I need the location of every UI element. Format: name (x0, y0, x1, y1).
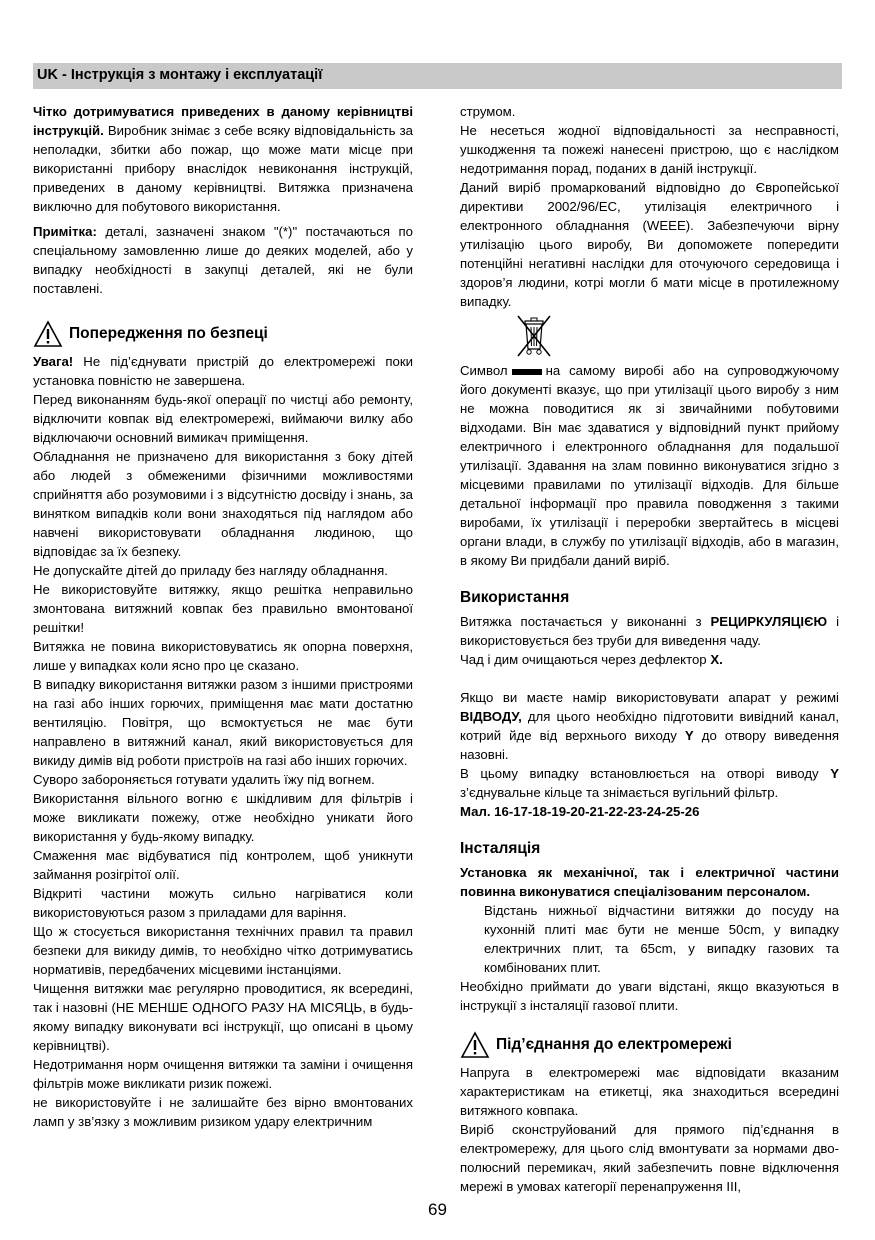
section-header-bar (33, 63, 842, 89)
electric-paragraph: Виріб сконструйований для прямого під’єднання в електромережу, для цього слід вмонтувати за нормами дво-полюсний перемикач, який забезпечить повне відключення мережі в умовах категорії перенапруження III, (460, 1122, 839, 1194)
left-column (33, 102, 413, 1131)
install-heading-text: Інсталяція (460, 840, 541, 857)
figure-numbers: Мал. 16-17-18-19-20-21-22-23-24-25-26 (460, 804, 700, 819)
electric-heading (460, 1031, 839, 1059)
usage-text: Чад і дим очищаються через дефлектор (460, 652, 711, 667)
body-paragraph: Не допускайте дітей до приладу без нагляду обладнання. (33, 563, 388, 578)
install-gas-paragraph: Необхідно приймати до уваги відстані, якщо вказуються в інструкції з інсталяції газової плити. (460, 979, 839, 1013)
body-paragraph: В випадку використання витяжки разом з іншими пристроями на газі або інших горючих, приміщення має мати достатню вентиляцію. Повітря, що всмоктується не має бути направлено в витяжний канал, який використовується для викиду димів від роботи пристроїв на газі або інших горючих. (33, 677, 413, 768)
deflector-label: X. (710, 652, 723, 667)
warning-paragraph (33, 352, 413, 390)
outlet-y-label: Y (684, 728, 694, 743)
crossed-bin-icon (514, 313, 554, 359)
install-distance-paragraph: Відстань нижньої відчастини витяжки до посуду на кухонній плиті має бути не менше 50cm, у випадку електричних плит, та 65cm, у випадку газових та комбінованих плит. (484, 903, 839, 975)
note-text: деталі, зазначені знаком "(*)" постачаються по спеціальному замовленню лише до деяких моделей, або у випадку необхідності в закупці деталей, які не були поставлені. (33, 224, 413, 296)
recirculation-label: РЕЦИРКУЛЯЦІЄЮ (710, 614, 828, 629)
usage-text: Якщо ви маєте намір використовувати апарат у режимі (460, 690, 839, 705)
symbol-prefix: Символ (460, 363, 508, 378)
figure-reference (460, 802, 839, 821)
safety-heading (33, 320, 413, 348)
intro-paragraph (33, 102, 413, 216)
usage-paragraph (460, 688, 839, 764)
usage-text: з’єднувальне кільце та знімається вугільний фільтр. (460, 785, 779, 800)
usage-text: для цього необхідно підготовити вивідний канал, котрий йде від верхнього виходу (460, 709, 839, 743)
symbol-text: на самому виробі або на супроводжуючому його документі вказує, що при утилізації цього виробу з ним не можна поводитися як зі звичайними побутовими відходами. Він має здаватися у відповідний пункт прийому електричного і електронного обладнання для подальшої утилізації. Здавання на злам повинно виконуватися згідно з місцевими правилами по утилізації відходів. Для більше детальної інформації про правила поводження з такими виробами, їх утилізації і переробки звертайтесь в місцеві органи влади, в службу по утилізації відходів, або в магазин, в якому Ви придбали даний виріб. (460, 363, 839, 568)
spacer (460, 669, 839, 688)
usage-paragraph (460, 612, 839, 650)
exhaust-label: ВІДВОДУ, (460, 709, 522, 724)
outlet-y-label: Y (830, 766, 839, 781)
page-title: UK - Інструкція з монтажу і експлуатації (37, 67, 323, 83)
install-heading (460, 839, 839, 859)
body-paragraph: Використання вільного вогню є шкідливим для фільтрів і може викликати пожежу, отже необхідно уникати його використання у будь-якому випадку. (33, 791, 413, 844)
usage-text: і використовується без труби для виведення чаду. (460, 614, 839, 648)
body-paragraph: Суворо забороняється готувати удалить їжу під вогнем. (33, 772, 375, 787)
install-bold-text: Установка як механічної, так і електричної частини повинна виконуватися спеціалізованим персоналом. (460, 865, 839, 899)
install-bold-paragraph (460, 863, 839, 901)
weee-paragraph: Даний виріб промаркований відповідно до Європейської директиви 2002/96/EC, утилізація електричного і електронного обладнання (WEEE). Забезпечуючи вірну утилізацію цього виробу, Ви допоможете попередити потенційні негативні наслідки для оточуючого середовища і здоров’я людини, котрі могли б мати місце в протилежному випадку. (460, 180, 839, 309)
page-number: 69 (428, 1200, 447, 1219)
electric-paragraph: Напруга в електромережі має відповідати вказаним характеристикам на етикетці, яка знаходиться всередині витяжного ковпака. (460, 1065, 839, 1118)
usage-text: В цьому випадку встановлюється на отворі виводу (460, 766, 831, 781)
intro-text: Виробник знімає з себе всяку відповідальність за неполадки, збитки або пожар, що може мати місце при використанні прибору внаслідок невиконання інструкцій, приведених в даному керівництві. Витяжка призначена виключно для побутового використання. (33, 123, 413, 214)
body-paragraph: Чищення витяжки має регулярно проводитися, як всередині, так і назовні (НЕ МЕНШЕ ОДНОГО РАЗУ НА МІСЯЦЬ, в будь-якому випадку виконувати всі інструкції, що описані в цьому керівництві). (33, 981, 413, 1053)
warning-text: Не під’єднувати пристрій до електромережі поки установка повністю не завершена. (33, 354, 413, 388)
symbol-paragraph (460, 361, 839, 570)
right-column (460, 102, 839, 1196)
black-bar-icon (512, 369, 542, 375)
body-paragraph: Смаження має відбуватися під контролем, щоб уникнути займання розігрітої олії. (33, 848, 413, 882)
warning-triangle-icon (460, 1031, 490, 1059)
continued-text: струмом. (460, 104, 516, 119)
body-paragraph: Відкриті частини можуть сильно нагріватися коли використовуються разом з приладами для варіння. (33, 886, 413, 920)
body-paragraph: Недотримання норм очищення витяжки та заміни і очищення фільтрів може викликати ризик пожежі. (33, 1057, 413, 1091)
body-paragraph: Витяжка не повина використовуватись як опорна поверхня, лише у випадках коли ясно про це сказано. (33, 639, 413, 673)
body-paragraph: Перед виконанням будь-якої операції по чистці або ремонту, відключити ковпак від електромережі, виймаючи вилку або відключаючи основний вимикач приміщення. (33, 392, 413, 445)
usage-text: до отвору виведення назовні. (460, 728, 839, 762)
note-paragraph (33, 222, 413, 298)
liability-paragraph: Не несеться жодної відповідальності за несправності, ушкодження та пожежі нанесені пристрою, що є наслідком недотримання порад, поданих в даній інструкції. (460, 123, 839, 176)
body-paragraph: Обладнання не призначено для використання з боку дітей або людей з обмеженими фізичними можливостями сприйняття або розумовими і з відсутністю досвіду і знань, за винятком випадків коли вони знаходяться під наглядом або навчені використовувати обладнання людиною, що відповідає за їх безпеку. (33, 449, 413, 559)
electric-heading-text: Під’єднання до електромережі (496, 1036, 732, 1053)
warning-triangle-icon (33, 320, 63, 348)
body-paragraph: не використовуйте і не залишайте без вірно вмонтованих ламп у зв’язку з можливим ризиком удару електричним (33, 1095, 413, 1129)
intro-bold: Чітко дотримуватися приведених в даному керівництві інструкцій. (33, 104, 413, 138)
usage-heading (460, 588, 839, 608)
body-paragraph: Не використовуйте витяжку, якщо решітка неправильно змонтована витяжний ковпак без правильно вмонтованої решітки! (33, 582, 413, 635)
safety-heading-text: Попередження по безпеці (69, 325, 268, 342)
usage-text: Витяжка постачається у виконанні з (460, 614, 711, 629)
note-label: Примітка: (33, 224, 97, 239)
usage-paragraph (460, 650, 839, 669)
body-paragraph: Що ж стосується використання технічних правил та правил безпеки для викиду димів, то необхідно чітко дотримуватись нормативів, передбачених місцевими інстанціями. (33, 924, 413, 977)
warning-label: Увага! (33, 354, 74, 369)
usage-paragraph (460, 764, 839, 802)
usage-heading-text: Використання (460, 589, 570, 606)
